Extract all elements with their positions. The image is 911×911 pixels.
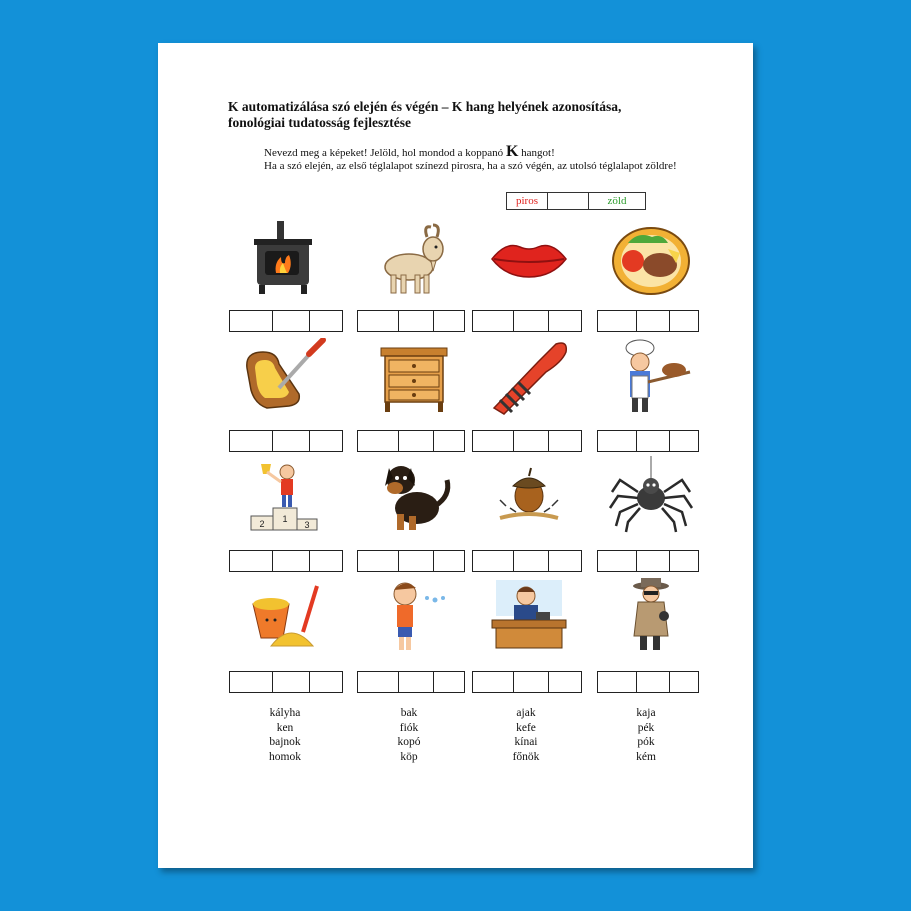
answer-boxes[interactable] xyxy=(597,671,699,693)
spitting-boy-picture xyxy=(371,576,457,654)
instruction-line1-start: Nevezd meg a képeket! Jelöld, hol mondod a koppanó xyxy=(264,147,506,159)
word: pók xyxy=(637,736,655,748)
baker-icon xyxy=(608,338,694,416)
chest-of-drawers-picture xyxy=(371,338,457,416)
answer-boxes[interactable] xyxy=(597,430,699,452)
brush-icon xyxy=(486,338,572,416)
goat-picture xyxy=(371,219,457,297)
answer-boxes[interactable] xyxy=(597,310,699,332)
svg-text:1: 1 xyxy=(282,514,288,524)
page-title: K automatizálása szó elején és végén – K hang helyének azonosítása, fonológiai tudatosság fejlesztése xyxy=(228,99,622,130)
dog-picture xyxy=(371,456,457,534)
word: bajnok xyxy=(269,736,301,748)
word: bak xyxy=(400,707,418,719)
stove-picture xyxy=(241,219,327,297)
lips-picture xyxy=(486,219,572,297)
svg-text:2: 2 xyxy=(259,519,265,529)
word: kaja xyxy=(636,707,656,719)
acorn-picture xyxy=(486,456,572,534)
word: ajak xyxy=(516,707,536,719)
instruction-line2: Ha a szó elején, az első téglalapot színezd pirosra, ha a szó végén, az utolsó téglalapot zöldre! xyxy=(264,159,677,172)
answer-boxes[interactable] xyxy=(472,430,582,452)
answer-boxes[interactable] xyxy=(229,430,343,452)
food-plate-icon xyxy=(608,219,694,297)
answer-boxes[interactable] xyxy=(357,671,465,693)
spitting-boy-icon xyxy=(371,576,457,654)
champion-podium-icon xyxy=(241,456,327,534)
legend-first-box: piros xyxy=(507,193,548,209)
answer-boxes[interactable] xyxy=(229,310,343,332)
answer-boxes[interactable] xyxy=(229,671,343,693)
answer-boxes[interactable] xyxy=(229,550,343,572)
spider-icon xyxy=(608,456,694,534)
spy-icon xyxy=(608,576,694,654)
word-column-4 xyxy=(601,706,691,764)
champion-podium-picture xyxy=(241,456,327,534)
stove-icon xyxy=(241,219,327,297)
instruction-line1-end: hangot! xyxy=(518,147,555,159)
word: kefe xyxy=(516,721,536,734)
word: kályha xyxy=(269,707,301,719)
answer-boxes[interactable] xyxy=(472,550,582,572)
food-plate-picture xyxy=(608,219,694,297)
word: kém xyxy=(636,750,656,763)
word: főnök xyxy=(512,750,540,763)
answer-boxes[interactable] xyxy=(472,671,582,693)
sand-bucket-icon xyxy=(241,576,327,654)
worksheet-page xyxy=(158,43,753,868)
goat-icon xyxy=(371,219,457,297)
answer-boxes[interactable] xyxy=(357,550,465,572)
word: kínai xyxy=(514,736,538,748)
word: homok xyxy=(269,750,301,763)
word-column-1 xyxy=(240,706,330,764)
boss-desk-icon xyxy=(486,576,572,654)
word: fiók xyxy=(399,721,419,734)
word: kopó xyxy=(397,736,421,748)
dog-icon xyxy=(371,456,457,534)
spy-picture xyxy=(608,576,694,654)
buttered-bread-icon xyxy=(241,338,327,416)
word: pék xyxy=(637,721,655,734)
baker-picture xyxy=(608,338,694,416)
chest-of-drawers-icon xyxy=(371,338,457,416)
brush-picture xyxy=(486,338,572,416)
answer-boxes[interactable] xyxy=(472,310,582,332)
legend-last-box: zöld xyxy=(607,195,627,207)
instruction-k-letter: K xyxy=(505,143,519,160)
buttered-bread-picture xyxy=(241,338,327,416)
svg-text:3: 3 xyxy=(304,520,310,530)
legend-middle-box xyxy=(548,193,589,209)
answer-boxes[interactable] xyxy=(357,430,465,452)
instructions xyxy=(264,143,704,172)
spider-picture xyxy=(608,456,694,534)
word: köp xyxy=(400,750,418,763)
answer-boxes[interactable] xyxy=(597,550,699,572)
answer-boxes[interactable] xyxy=(357,310,465,332)
lips-icon xyxy=(486,219,572,297)
color-legend xyxy=(506,192,646,210)
sand-bucket-picture xyxy=(241,576,327,654)
boss-desk-picture xyxy=(486,576,572,654)
word-column-2 xyxy=(364,706,454,764)
acorn-icon xyxy=(486,456,572,534)
word-column-3 xyxy=(481,706,571,764)
word: ken xyxy=(276,721,294,734)
